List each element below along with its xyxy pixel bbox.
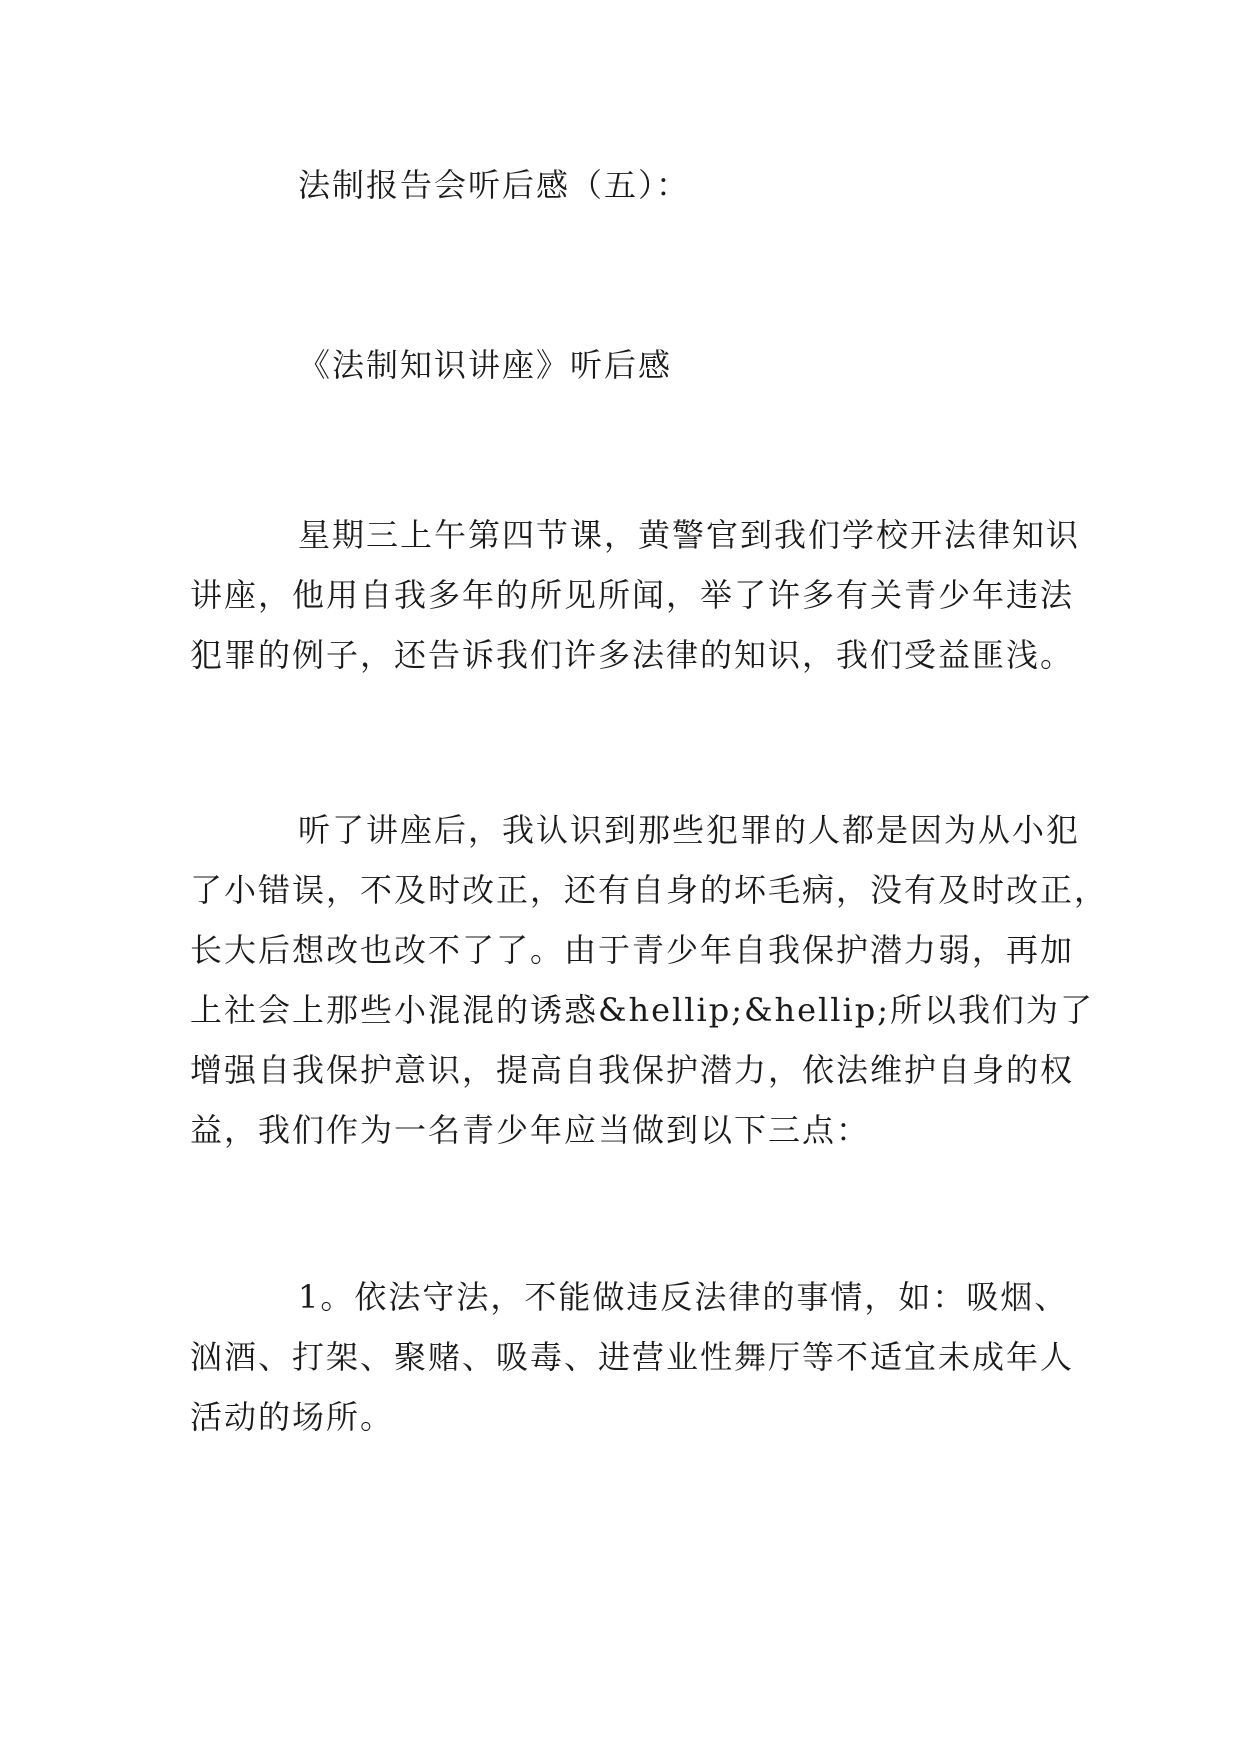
paragraph-2-line-6: 益，我们作为一名青少年应当做到以下三点： (190, 1111, 871, 1149)
paragraph-3-line-3: 活动的场所。 (190, 1398, 395, 1436)
paragraph-3-line-2: 汹酒、打架、聚赌、吸毒、进营业性舞厅等不适宜未成年人 (190, 1338, 1075, 1376)
paragraph-1-line-1: 星期三上午第四节课，黄警官到我们学校开法律知识 (298, 516, 1081, 554)
paragraph-2-line-2: 了小错误，不及时改正，还有自身的坏毛病，没有及时改正， (190, 871, 1109, 909)
paragraph-2-line-5: 增强自我保护意识，提高自我保护潜力，依法维护自身的权 (190, 1051, 1075, 1089)
section-heading: 法制报告会听后感（五）： (298, 166, 691, 204)
paragraph-1-line-3: 犯罪的例子，还告诉我们许多法律的知识，我们受益匪浅。 (190, 636, 1075, 674)
paragraph-1-line-2: 讲座，他用自我多年的所见所闻，举了许多有关青少年违法 (190, 576, 1075, 614)
article-title: 《法制知识讲座》听后感 (298, 346, 673, 384)
paragraph-3-line-1: 1。依法守法，不能做违反法律的事情，如：吸烟、 (298, 1278, 1069, 1316)
paragraph-2-line-1: 听了讲座后，我认识到那些犯罪的人都是因为从小犯 (298, 811, 1081, 849)
paragraph-2-line-4: 上社会上那些小混混的诱惑&hellip;&hellip;所以我们为了 (190, 991, 1095, 1029)
paragraph-2-line-3: 长大后想改也改不了了。由于青少年自我保护潜力弱，再加 (190, 931, 1075, 969)
